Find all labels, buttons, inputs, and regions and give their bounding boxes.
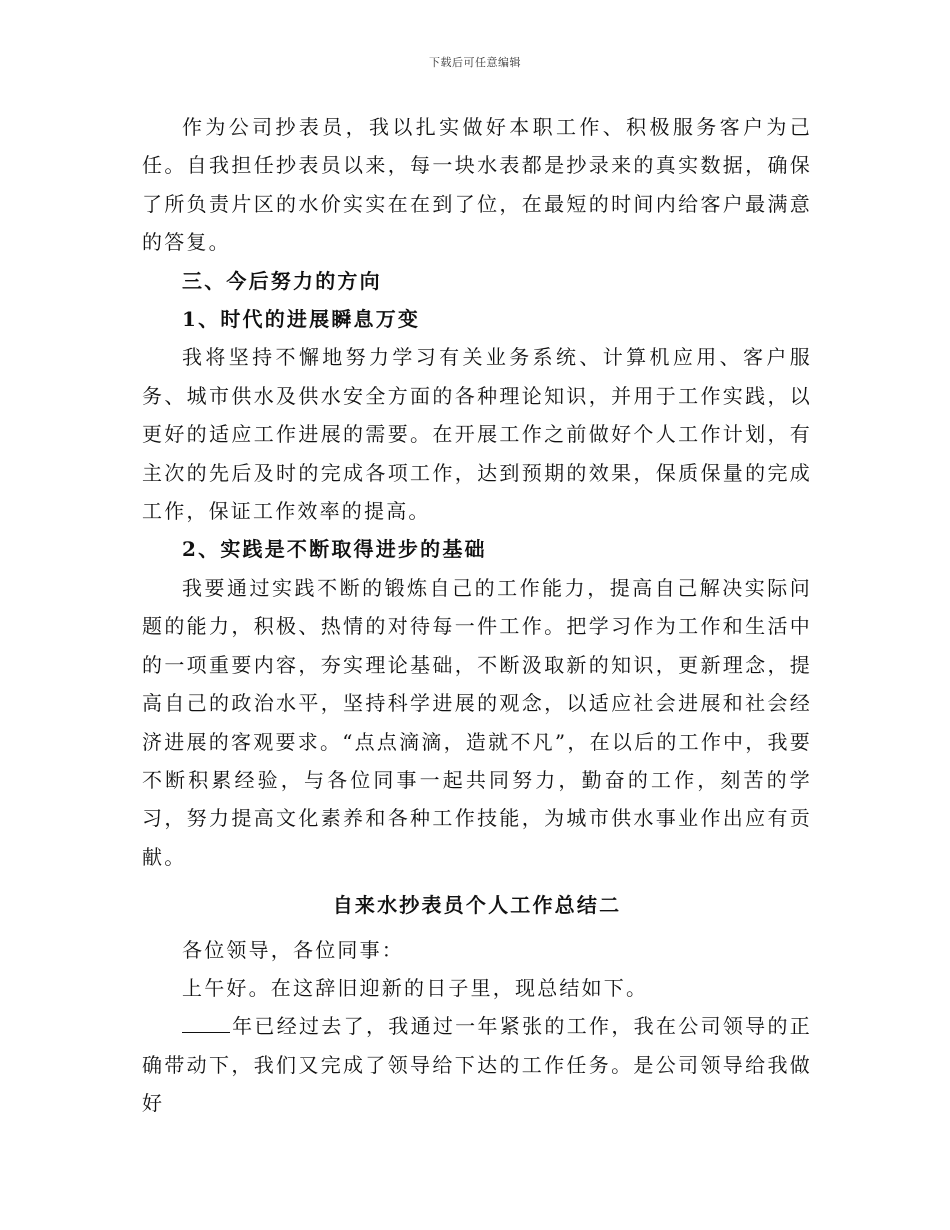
paragraph-year-review	[142, 1007, 812, 1122]
paragraph-study-plan: 我将坚持不懈地努力学习有关业务系统、计算机应用、客户服务、城市供水及供水安全方面的各种理论知识，并用于工作实践，以更好的适应工作进展的需要。在开展工作之前做好个人工作计划，有主次的先后及时的完成各项工作，达到预期的效果，保质保量的完成工作，保证工作效率的提高。	[142, 345, 812, 524]
paragraph-opening: 上午好。在这辞旧迎新的日子里，现总结如下。	[182, 975, 649, 1000]
header-note: 下载后可任意编辑	[429, 56, 521, 69]
greeting: 各位领导，各位同事：	[182, 937, 404, 962]
paragraph-duty: 作为公司抄表员，我以扎实做好本职工作、积极服务客户为己任。自我担任抄表员以来，每一块水表都是抄录来的真实数据，确保了所负责片区的水价实实在在到了位，在最短的时间内给客户最满意的答复。	[142, 115, 812, 255]
subheading-times-change: 1、时代的进展瞬息万变	[182, 307, 421, 332]
subheading-practice-progress: 2、实践是不断取得进步的基础	[182, 537, 487, 562]
document-title-summary-two: 自来水抄表员个人工作总结二	[332, 893, 622, 918]
blank-year-field	[182, 1013, 230, 1033]
document-body	[142, 108, 812, 1123]
paragraph-practice: 我要通过实践不断的锻炼自己的工作能力，提高自己解决实际问题的能力，积极、热情的对待每一件工作。把学习作为工作和生活中的一项重要内容，夯实理论基础，不断汲取新的知识，更新理念，提高自己的政治水平，坚持科学进展的观念，以适应社会进展和社会经济进展的客观要求。“点点滴滴，造就不凡”，在以后的工作中，我要不断积累经验，与各位同事一起共同努力，勤奋的工作，刻苦的学习，努力提高文化素养和各种工作技能，为城市供水事业作出应有贡献。	[142, 575, 812, 869]
paragraph-year-review-text: 年已经过去了，我通过一年紧张的工作，我在公司领导的正确带动下，我们又完成了领导给下达的工作任务。是公司领导给我做好	[142, 1014, 812, 1116]
section-heading-future-direction: 三、今后努力的方向	[182, 268, 382, 293]
